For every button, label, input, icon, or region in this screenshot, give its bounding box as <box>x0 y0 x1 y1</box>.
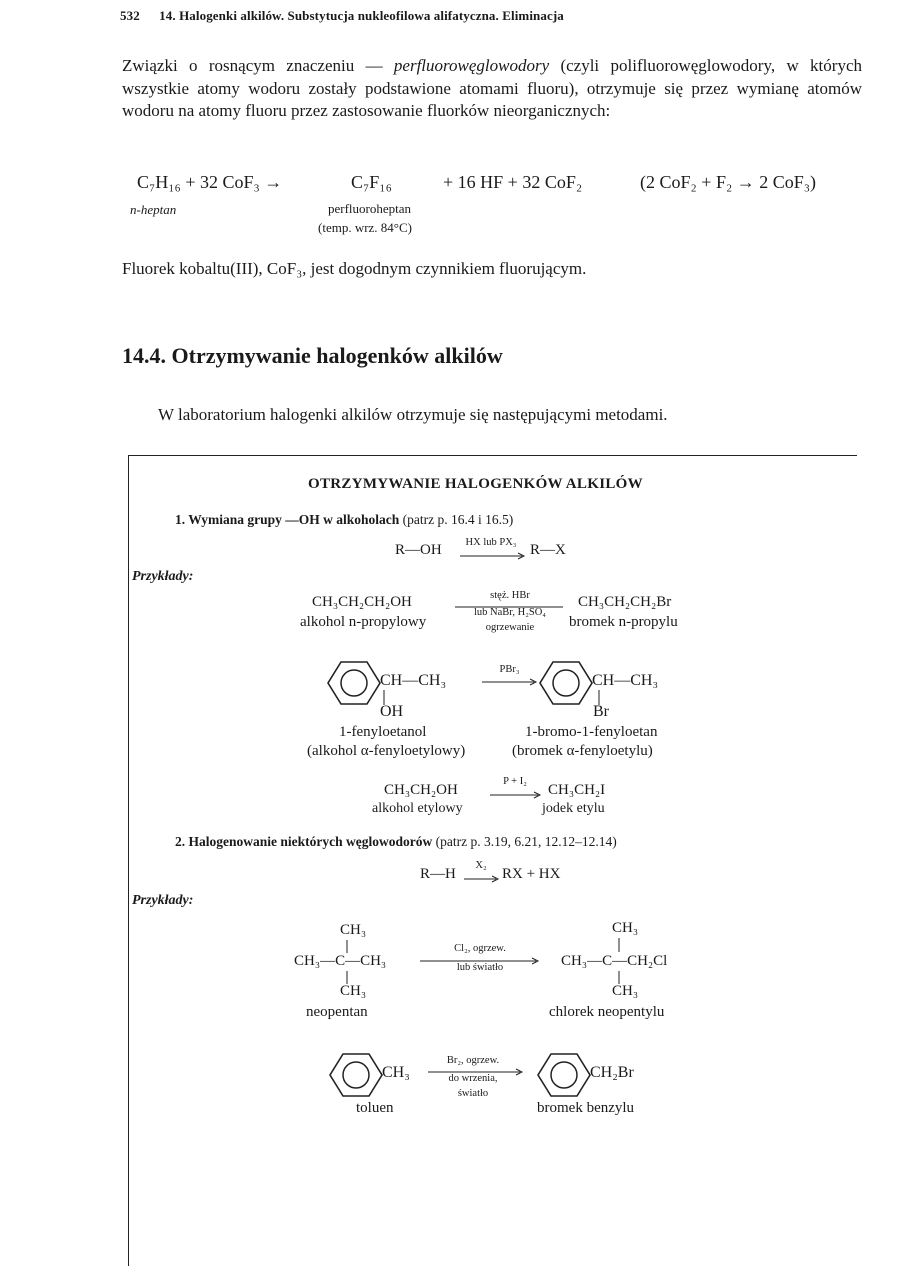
m2-ex2-product-name: bromek benzylu <box>537 1100 635 1116</box>
m1-ex1-product: CH₃CH₂CH₂Br <box>578 594 672 610</box>
eq1-product-note: (temp. wrz. 84°C) <box>318 220 413 235</box>
m2-ex2-arrow-mid: do wrzenia, <box>448 1073 498 1084</box>
benzene-ring-icon <box>328 660 380 706</box>
intro-paragraph <box>122 55 862 123</box>
m2-general-left: R—H <box>420 866 456 882</box>
fluorek-text: Fluorek kobaltu(III), CoF₃, jest dogodnym czynnikiem fluorującym. <box>122 259 587 278</box>
m2-ex2-reactant-group: CH₃ <box>382 1064 410 1081</box>
m1-general-arrow <box>460 552 528 560</box>
m2-ex1-product-name: chlorek neopentylu <box>549 1004 665 1020</box>
m1-general-left: R—OH <box>395 542 442 558</box>
section-title: 14.4. Otrzymywanie halogenków alkilów <box>122 343 503 368</box>
m2-ex1-product-top: CH₃ <box>612 920 639 936</box>
m1-ex3-arrow <box>490 791 546 799</box>
m1-ex2-product-chain: CH—CH₃ <box>592 672 659 689</box>
m2-ex1-reactant-name: neopentan <box>306 1004 368 1020</box>
m1-ex2-reactant-chain: CH—CH₃ <box>380 672 447 689</box>
m1-ex1-arrow-mid: lub NaBr, H₂SO₄ <box>474 607 546 618</box>
intro-text-after: (czyli polifluorowęglowodory, w których wszystkie atomy wodoru zostały podstawione atomami fluoru), otrzymuje się przez wymianę atomów wodoru na atomy fluoru przez zastosowanie fluorków nieorganicznych: <box>122 56 862 120</box>
m2-ex2-reactant-name: toluen <box>356 1100 394 1116</box>
m1-ex3-product-name: jodek etylu <box>542 801 605 816</box>
m1-ex1-reactant: CH₃CH₂CH₂OH <box>312 594 412 610</box>
m2-ex2-product-group: CH₂Br <box>590 1064 634 1081</box>
method1-title <box>175 512 513 528</box>
m1-ex3-arrow-label: P + I₂ <box>503 776 527 787</box>
m2-ex1-product-bond-top <box>617 938 621 953</box>
m1-ex1-reactant-name: alkohol n-propylowy <box>300 614 427 630</box>
m1-general-arrow-label: HX lub PX₃ <box>465 537 517 548</box>
eq1-reactant: C₇H₁₆ + 32 CoF₃ → <box>137 172 283 192</box>
method2-title-bold: 2. Halogenowanie niektórych węglowodorów <box>175 834 433 849</box>
section-intro: W laboratorium halogenki alkilów otrzymuje się następującymi metodami. <box>158 405 668 424</box>
method1-title-bold: 1. Wymiana grupy —OH w alkoholach <box>175 512 400 527</box>
eq1-reactant-label: n-heptan <box>130 202 177 217</box>
method2-title-ref: (patrz p. 3.19, 6.21, 12.12–12.14) <box>435 834 617 849</box>
benzene-ring-icon <box>330 1052 382 1098</box>
m1-ex3-reactant-name: alkohol etylowy <box>372 801 463 816</box>
m2-ex1-top: CH₃ <box>340 922 367 938</box>
eq1-product-label: perfluoroheptan <box>328 201 412 216</box>
m2-ex1-product-mid: CH₃—C—CH₂Cl <box>561 953 668 969</box>
examples-label-2: Przykłady: <box>132 893 194 908</box>
m2-ex1-product-bottom: CH₃ <box>612 983 639 999</box>
eq1-regeneration: (2 CoF₂ + F₂ → 2 CoF₃) <box>640 172 817 192</box>
m2-general-arrow-label: X₂ <box>475 860 487 871</box>
method1-title-ref: (patrz p. 16.4 i 16.5) <box>402 512 514 527</box>
eq1-rest: + 16 HF + 32 CoF₂ <box>443 172 583 192</box>
m1-ex3-reactant: CH₃CH₂OH <box>384 782 458 798</box>
eq1-product: C₇F₁₆ <box>351 172 392 192</box>
examples-label-1: Przykłady: <box>132 569 194 584</box>
m1-ex2-product-sub: Br <box>593 703 609 720</box>
m2-ex1-arrow-top: Cl₂, ogrzew. <box>454 943 506 954</box>
m1-ex2-reactant-name2: (alkohol α-fenyloetylowy) <box>307 743 466 759</box>
box-title: OTRZYMYWANIE HALOGENKÓW ALKILÓW <box>308 476 643 492</box>
running-title: 14. Halogenki alkilów. Substytucja nukleofilowa alifatyczna. Eliminacja <box>159 8 564 23</box>
m1-ex2-arrow-label: PBr₃ <box>499 664 520 675</box>
benzene-ring-icon <box>540 660 592 706</box>
m1-general-right: R—X <box>530 542 566 558</box>
m1-ex2-arrow <box>482 678 542 686</box>
benzene-ring-icon <box>538 1052 590 1098</box>
method2-title <box>175 834 617 850</box>
m1-ex2-reactant-name: 1-fenyloetanol <box>339 724 427 740</box>
m2-ex1-bottom: CH₃ <box>340 983 367 999</box>
m1-ex1-arrow-bottom: ogrzewanie <box>485 622 535 633</box>
m2-ex1-mid: CH₃—C—CH₃ <box>294 953 387 969</box>
m1-ex2-product-name2: (bromek α-fenyloetylu) <box>512 743 653 759</box>
m2-general-right: RX + HX <box>502 866 561 882</box>
m1-ex2-product-name: 1-bromo-1-fenyloetan <box>525 724 658 740</box>
m2-general-arrow <box>464 875 504 883</box>
intro-italic-term: perfluorowęglowodory <box>393 56 550 75</box>
m2-ex2-arrow-bottom: światło <box>457 1088 489 1099</box>
m2-ex1-bond-top <box>345 940 349 954</box>
page-number: 532 <box>120 8 140 23</box>
m2-ex1-arrow-bottom: lub światło <box>456 962 504 973</box>
running-header <box>120 8 564 24</box>
m1-ex3-product: CH₃CH₂I <box>548 782 606 798</box>
m2-ex2-arrow-top: Br₂, ogrzew. <box>446 1055 500 1066</box>
m1-ex1-arrow-top: stęż. HBr <box>490 590 530 601</box>
m1-ex2-reactant-sub: OH <box>380 703 404 720</box>
m1-ex1-product-name: bromek n-propylu <box>569 614 678 630</box>
intro-text-before: Związki o rosnącym znaczeniu — <box>122 56 394 75</box>
